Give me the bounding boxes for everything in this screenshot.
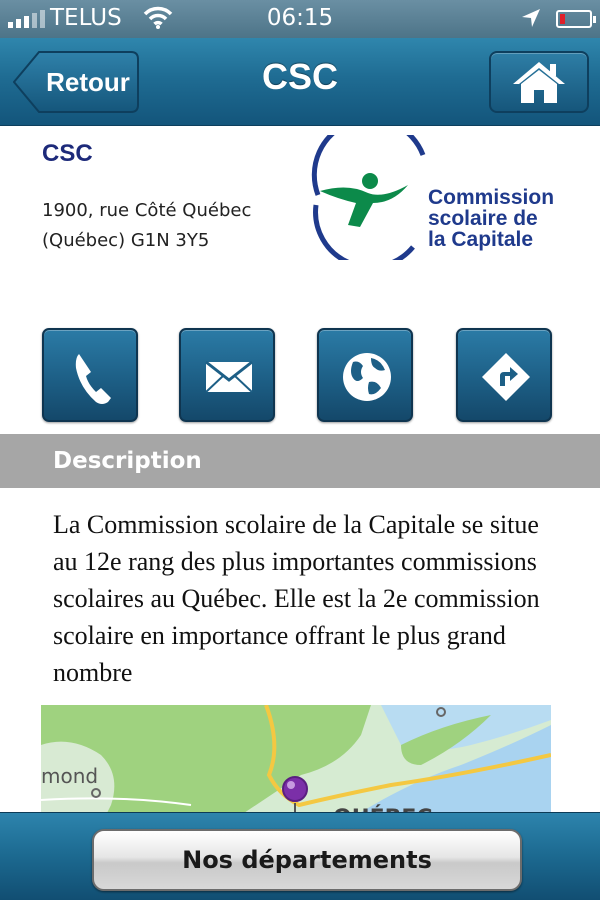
phone-icon [44, 330, 140, 424]
bottom-bar [0, 812, 600, 900]
status-bar [0, 0, 600, 38]
globe-icon [319, 330, 415, 424]
email-button[interactable] [179, 328, 275, 422]
address-line-2: (Québec) G1N 3Y5 [42, 230, 210, 251]
map-label-mond: mond [41, 764, 99, 788]
organization-name: CSC [42, 140, 93, 167]
battery-icon [556, 10, 592, 28]
page-title: CSC [261, 56, 338, 97]
description-header-label: Description [53, 448, 202, 474]
departments-button[interactable]: Nos départements [92, 829, 522, 891]
location-icon [520, 7, 542, 35]
description-header [0, 434, 600, 488]
organization-logo [308, 135, 568, 260]
address-line-1: 1900, rue Côté Québec [42, 200, 252, 221]
home-icon [511, 59, 567, 105]
action-buttons [0, 328, 600, 423]
status-time: 06:15 [266, 5, 334, 31]
logo-text: Commission scolaire de la Capitale [428, 186, 555, 251]
directions-icon [458, 330, 554, 424]
location-map[interactable] [41, 705, 551, 825]
phone-button[interactable] [42, 328, 138, 422]
website-button[interactable] [317, 328, 413, 422]
back-button-label: Retour [46, 67, 130, 97]
address [42, 196, 251, 256]
home-button[interactable] [489, 51, 589, 113]
directions-button[interactable] [456, 328, 552, 422]
nav-bar [0, 38, 600, 126]
description-text[interactable]: La Commission scolaire de la Capitale se situe au 12e rang des plus importantes commissions scolaires au Québec. Elle est la 2e commission scolaire en importance offrant le plus grand nombre [53, 510, 540, 686]
carrier-name: TELUS [50, 5, 122, 31]
envelope-icon [181, 330, 277, 424]
